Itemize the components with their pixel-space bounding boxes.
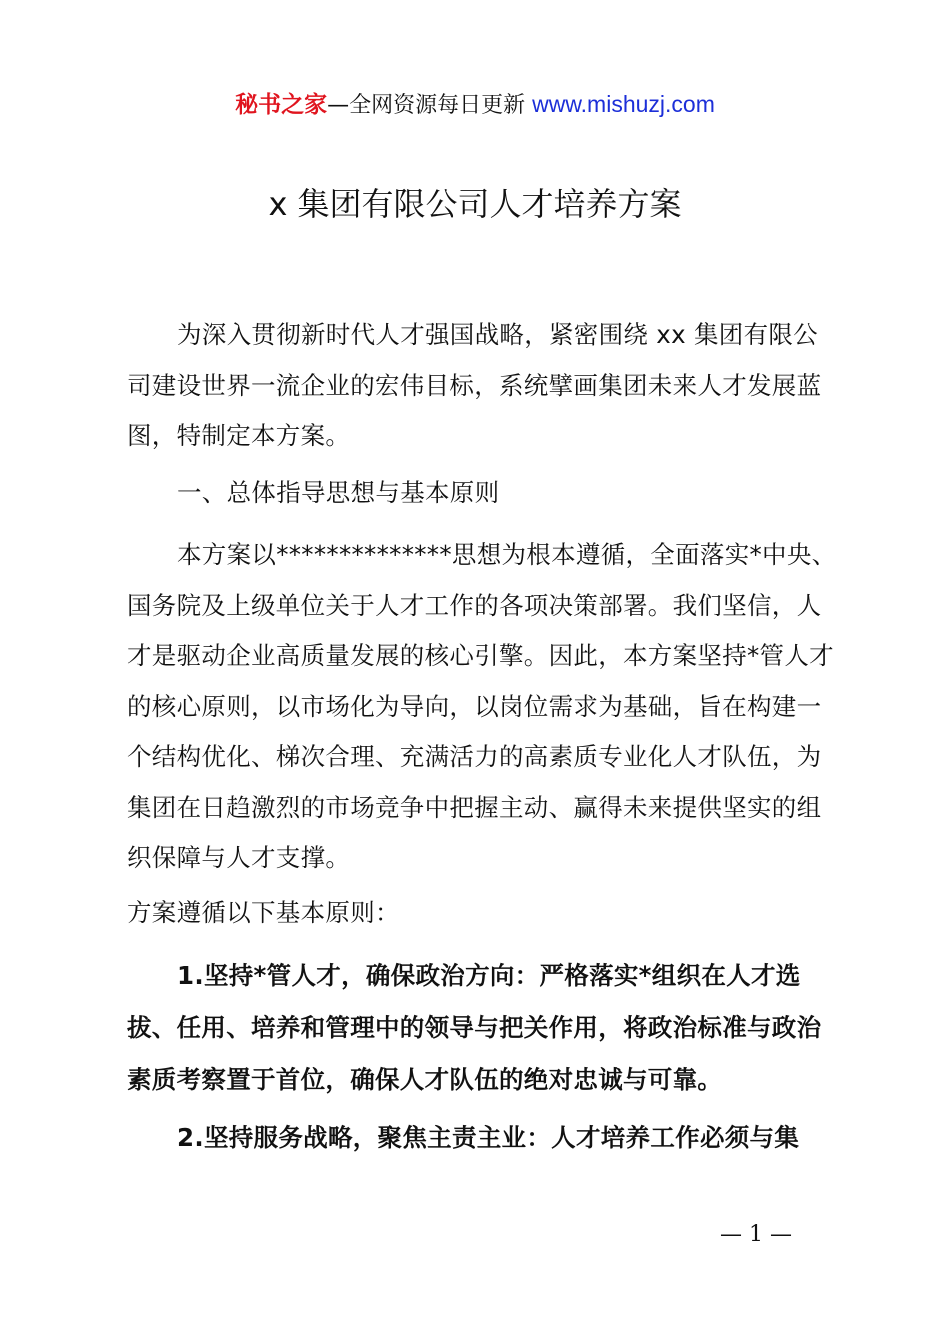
principle-1-block	[127, 950, 837, 1106]
site-header	[0, 88, 950, 122]
principles-lead-block	[127, 888, 837, 939]
intro-text: 为深入贯彻新时代人才强国战略，紧密围绕 xx 集团有限公司建设世界一流企业的宏伟目标，系统擘画集团未来人才发展蓝图，特制定本方案。	[127, 320, 822, 450]
intro-paragraph	[127, 310, 837, 462]
principles-lead: 方案遵循以下基本原则：	[127, 898, 400, 927]
principle-2: 2.坚持服务战略，聚焦主责主业：人才培养工作必须与集	[177, 1123, 800, 1152]
page-number: — 1 —	[720, 1222, 792, 1247]
section-1-body-block	[127, 530, 837, 884]
header-tagline: —全网资源每日更新	[327, 93, 533, 118]
brand-name: 秘书之家	[235, 92, 328, 118]
document-title: x 集团有限公司人才培养方案	[268, 185, 682, 223]
section-1-body: 本方案以**************思想为根本遵循，全面落实*中央、国务院及上级单位关于人才工作的各项决策部署。我们坚信，人才是驱动企业高质量发展的核心引擎。因此，本方案坚持*管人才的核心原则，以市场化为导向，以岗位需求为基础，旨在构建一个结构优化、梯次合理、充满活力的高素质专业化人才队伍，为集团在日趋激烈的市场竞争中把握主动、赢得未来提供坚实的组织保障与人才支撑。	[127, 540, 837, 872]
section-1-heading-block	[127, 468, 837, 519]
principle-1: 1.坚持*管人才，确保政治方向：严格落实*组织在人才选拔、任用、培养和管理中的领导与把关作用，将政治标准与政治素质考察置于首位，确保人才队伍的绝对忠诚与可靠。	[127, 961, 822, 1094]
site-url-link[interactable]: www.mishuzj.com	[532, 91, 715, 117]
principle-2-block	[127, 1112, 837, 1164]
section-1-heading: 一、总体指导思想与基本原则	[177, 478, 500, 507]
